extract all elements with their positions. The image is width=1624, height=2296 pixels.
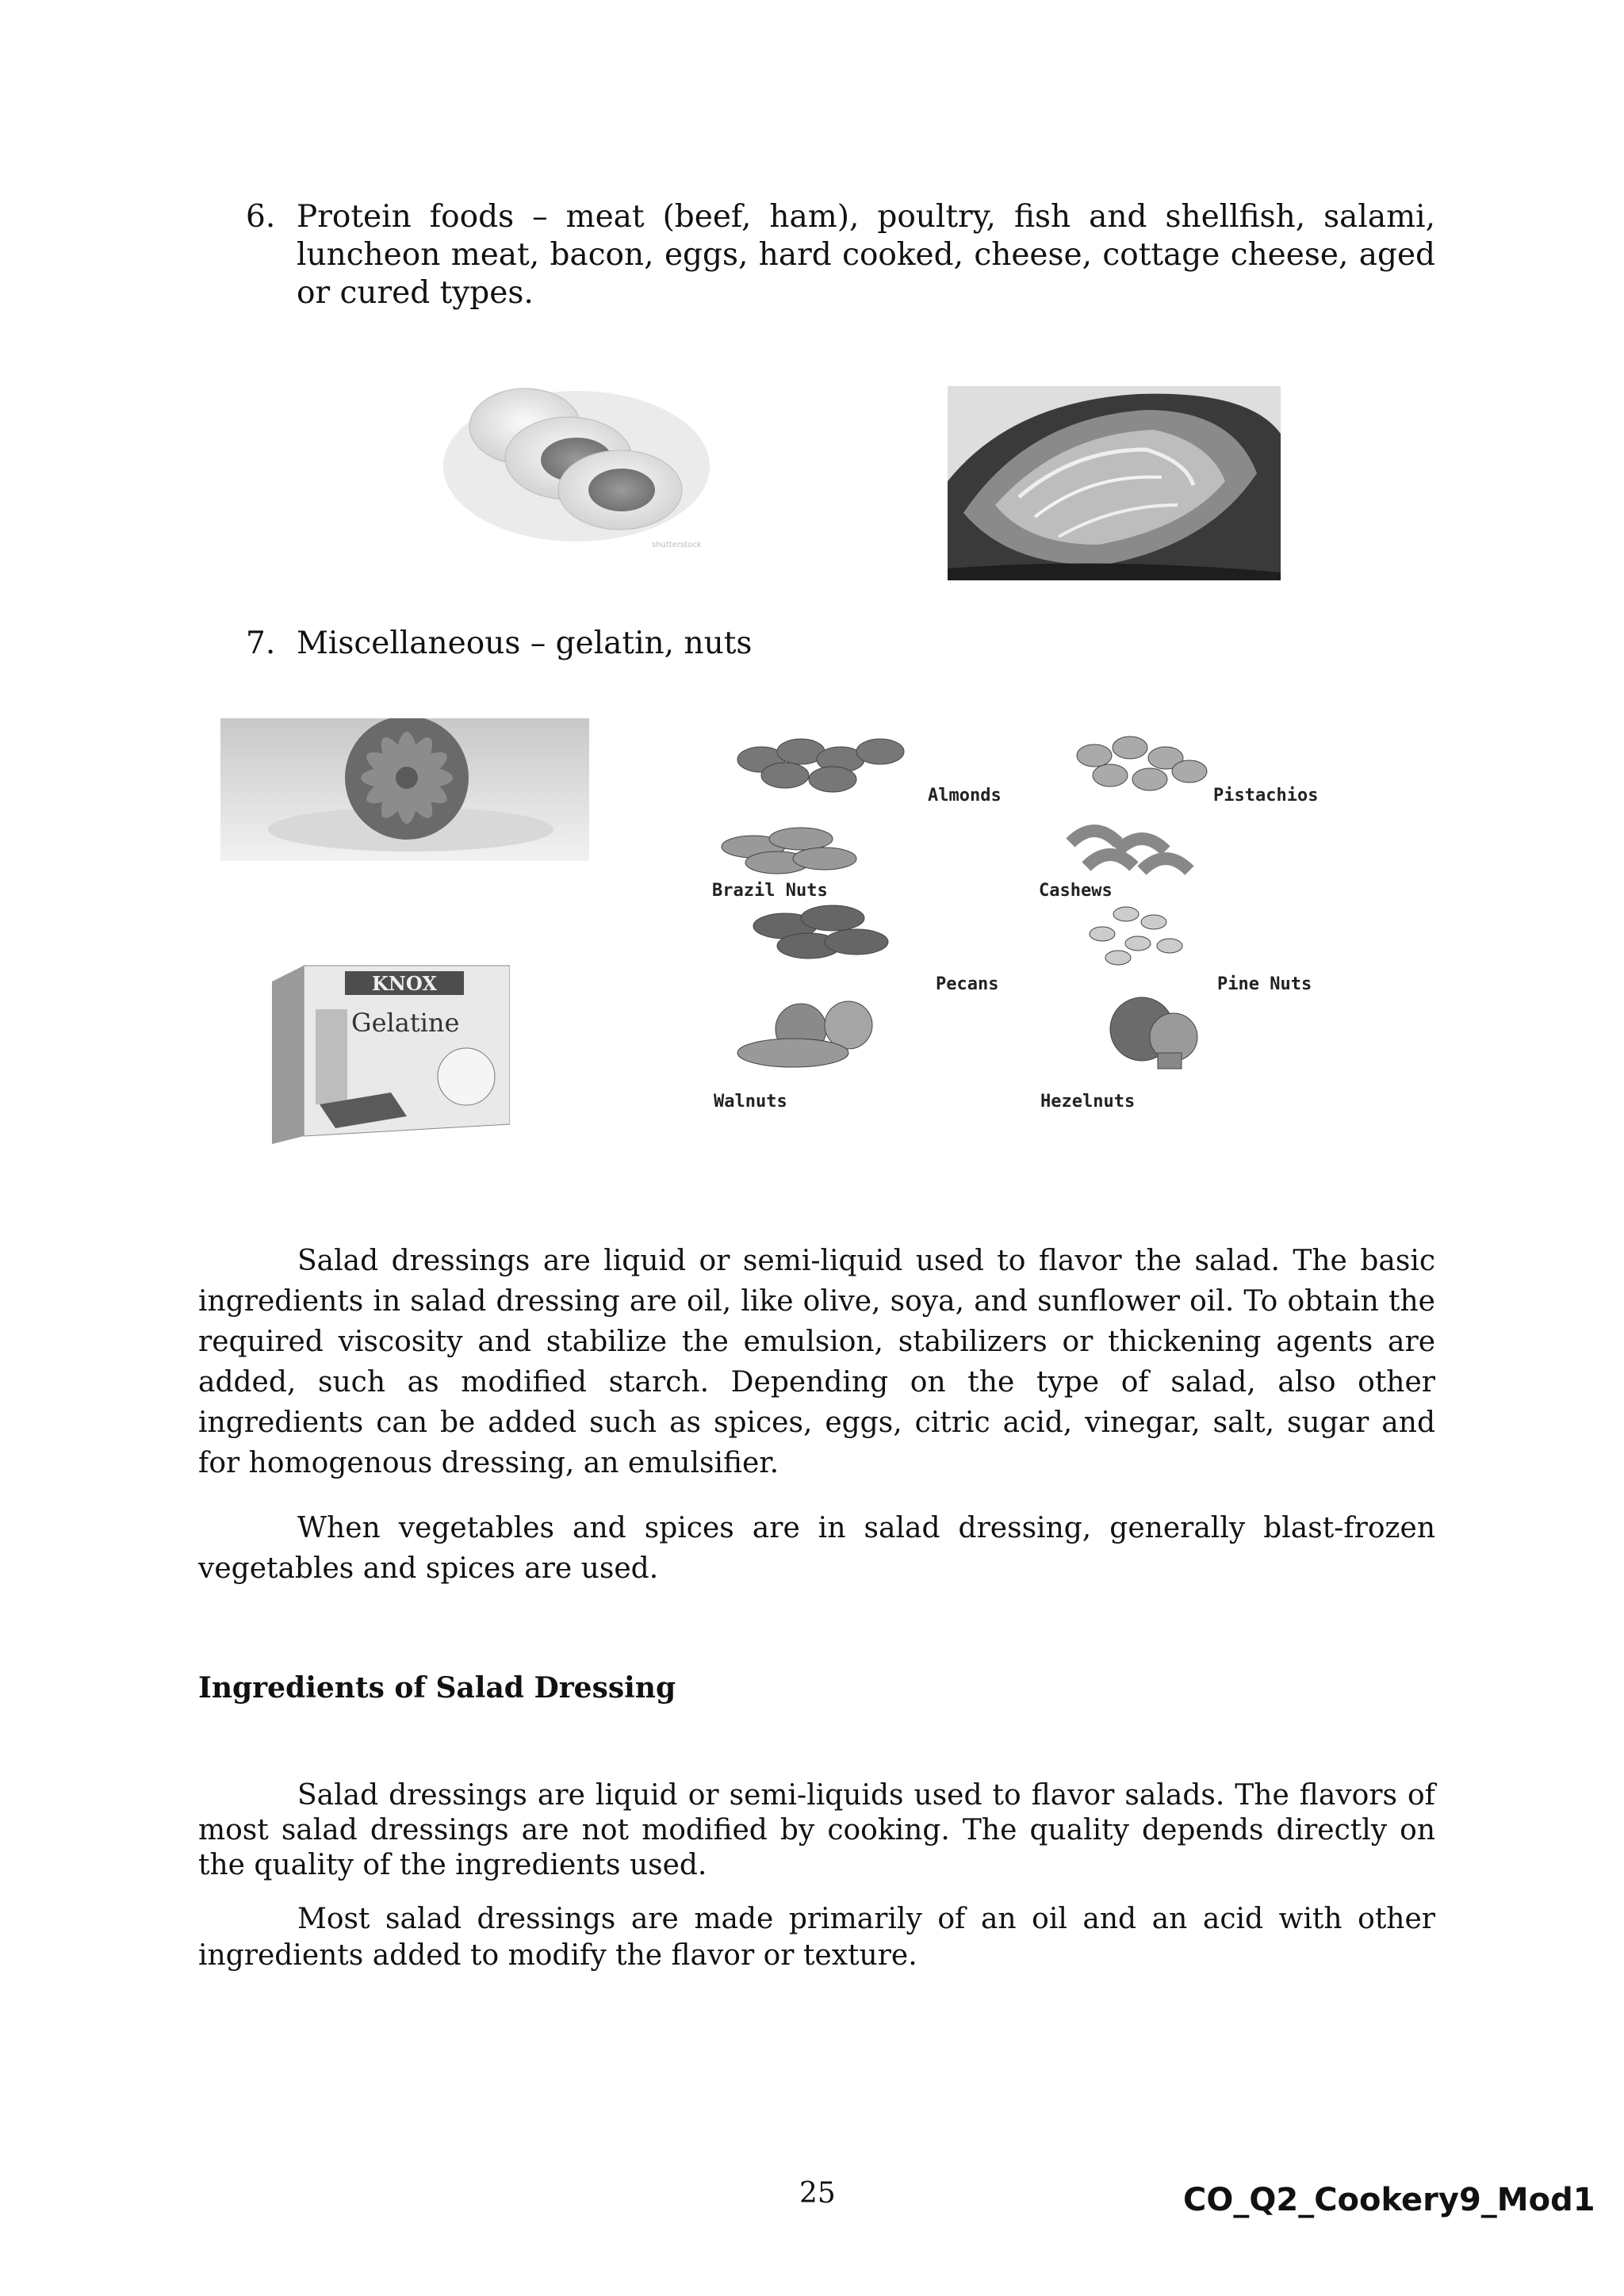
nut-label-pecans: Pecans: [936, 974, 999, 994]
gelatine-box-image: [272, 962, 510, 1144]
list-text: Protein foods – meat (beef, ham), poultry, fish and shellfish, salami, luncheon meat, bacon, eggs, hard cooked, cheese, cottage cheese, aged or cured types.: [297, 199, 1435, 311]
paragraph-salad-dressing-intro: Salad dressings are liquid or semi-liquid used to flavor the salad. The basic ingredients in salad dressing are oil, like olive, soya, and sunflower oil. To obtain the required viscosity and stabilize the emulsion, stabilizers or thickening agents are added, such as modified starch. Depending on the type of salad, also other ingredients can be added such as spices, eggs, citric acid, vinegar, salt, sugar and for homogenous dressing, an emulsifier.: [198, 1245, 1435, 1479]
list-item-7: [246, 625, 1435, 663]
list-item-6: [246, 198, 1435, 312]
box-brand: KNOX: [372, 972, 437, 995]
list-text: Miscellaneous – gelatin, nuts: [297, 626, 753, 661]
gelatin-mold-image: [220, 718, 589, 861]
module-code: CO_Q2_Cookery9_Mod1: [1183, 2182, 1595, 2218]
nut-label-brazil-nuts: Brazil Nuts: [712, 881, 828, 901]
nut-label-almonds: Almonds: [928, 786, 1002, 806]
nut-label-cashews: Cashews: [1039, 881, 1113, 901]
list-number: 6.: [246, 199, 276, 235]
paragraph-oil-acid: Most salad dressings are made primarily of an oil and an acid with other ingredients added to modify the flavor or texture.: [198, 1903, 1435, 1972]
paragraph-blast-frozen: When vegetables and spices are in salad dressing, generally blast-frozen vegetables and spices are used.: [198, 1512, 1435, 1585]
nut-label-pine-nuts: Pine Nuts: [1217, 974, 1312, 994]
page-number: 25: [799, 2177, 836, 2210]
svg-text:shutterstock: shutterstock: [652, 541, 702, 549]
nut-label-walnuts: Walnuts: [714, 1092, 787, 1112]
nuts-varieties-image: [698, 712, 1348, 1124]
sliced-eggs-image: [438, 371, 723, 553]
paragraph-ingredients-intro: Salad dressings are liquid or semi-liquids used to flavor salads. The flavors of most salad dressings are not modified by cooking. The quality depends directly on the quality of the ingredients used.: [198, 1779, 1435, 1881]
section-heading: Ingredients of Salad Dressing: [198, 1671, 676, 1705]
sliced-ham-image: [948, 386, 1281, 580]
box-product: Gelatine: [351, 1008, 460, 1038]
list-number: 7.: [246, 626, 276, 661]
nut-label-hazelnuts: Hezelnuts: [1040, 1092, 1136, 1112]
nut-label-pistachios: Pistachios: [1213, 786, 1319, 806]
